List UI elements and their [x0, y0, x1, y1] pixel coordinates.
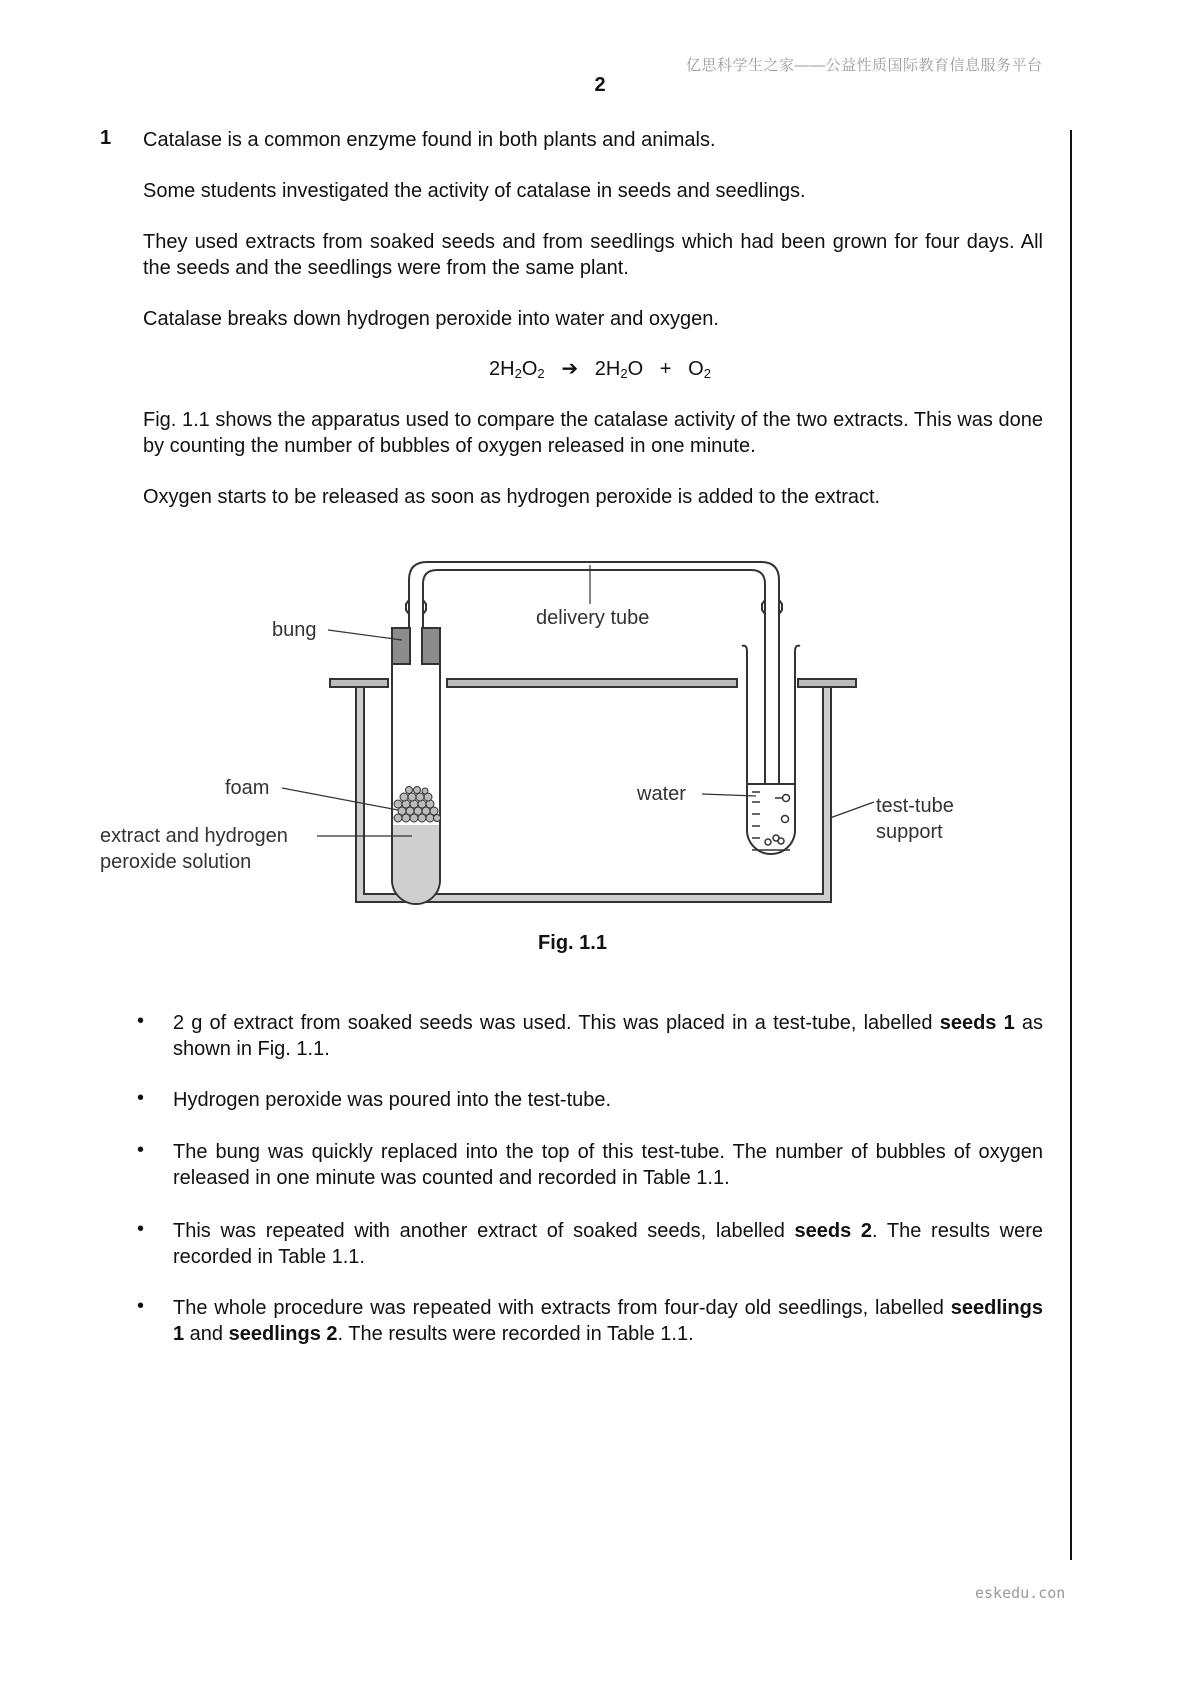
label-foam: foam	[225, 777, 270, 799]
right-test-tube	[742, 646, 800, 854]
bullet-icon: •	[137, 1295, 145, 1317]
bullet-icon: •	[137, 1218, 145, 1240]
figure-caption: Fig. 1.1	[538, 932, 607, 954]
bullet-icon: •	[137, 1139, 145, 1161]
bullet-item-4: This was repeated with another extract of soaked seeds, labelled seeds 2. The results were recorded in Table 1.1.	[173, 1220, 1043, 1268]
label-water: water	[637, 783, 686, 805]
label-bung: bung	[272, 619, 317, 641]
watermark-text: 亿思科学生之家——公益性质国际教育信息服务平台	[686, 57, 1043, 74]
paragraph-oxygen: Oxygen starts to be released as soon as hydrogen peroxide is added to the extract.	[143, 486, 881, 508]
label-support-line2: support	[876, 821, 943, 843]
paragraph-apparatus: Fig. 1.1 shows the apparatus used to compare the catalase activity of the two extracts. This was done by counting the number of bubbles of oxygen released in one minute.	[143, 409, 1043, 457]
chemical-equation: $2H_2O_2$ ➔ $2H_2O$ + $O_2$	[489, 358, 711, 381]
label-delivery-tube: delivery tube	[536, 607, 650, 629]
page-number: 2	[594, 74, 606, 96]
apparatus-diagram	[0, 540, 1190, 920]
bullet-item-2: Hydrogen peroxide was poured into the test-tube.	[173, 1089, 612, 1111]
paragraph-investigation: Some students investigated the activity of catalase in seeds and seedlings.	[143, 180, 806, 202]
paragraph-reaction: Catalase breaks down hydrogen peroxide into water and oxygen.	[143, 308, 719, 330]
label-extract-line2: peroxide solution	[100, 851, 252, 873]
label-extract-line1: extract and hydrogen	[100, 825, 288, 847]
bullet-item-3: The bung was quickly replaced into the top of this test-tube. The number of bubbles of oxygen released in one minute was counted and recorded in Table 1.1.	[173, 1141, 1043, 1189]
question-number: 1	[100, 127, 112, 149]
label-support-line1: test-tube	[876, 795, 954, 817]
left-test-tube	[392, 640, 440, 904]
bullet-item-5: The whole procedure was repeated with extracts from four-day old seedlings, labelled seedlings 1 and seedlings 2. The results were recorded in Table 1.1.	[173, 1297, 1043, 1345]
paragraph-intro: Catalase is a common enzyme found in both plants and animals.	[143, 129, 716, 151]
delivery-tube	[406, 562, 782, 785]
bullet-item-1: 2 g of extract from soaked seeds was used. This was placed in a test-tube, labelled seeds 1 as shown in Fig. 1.1.	[173, 1012, 1043, 1060]
footer-site: eskedu.con	[975, 1584, 1066, 1602]
bullet-icon: •	[137, 1087, 145, 1109]
bullet-icon: •	[137, 1010, 145, 1032]
paragraph-extracts: They used extracts from soaked seeds and from seedlings which had been grown for four days. All the seeds and the seedlings were from the same plant.	[143, 231, 1043, 279]
reaction-arrow-icon: ➔	[561, 358, 579, 380]
